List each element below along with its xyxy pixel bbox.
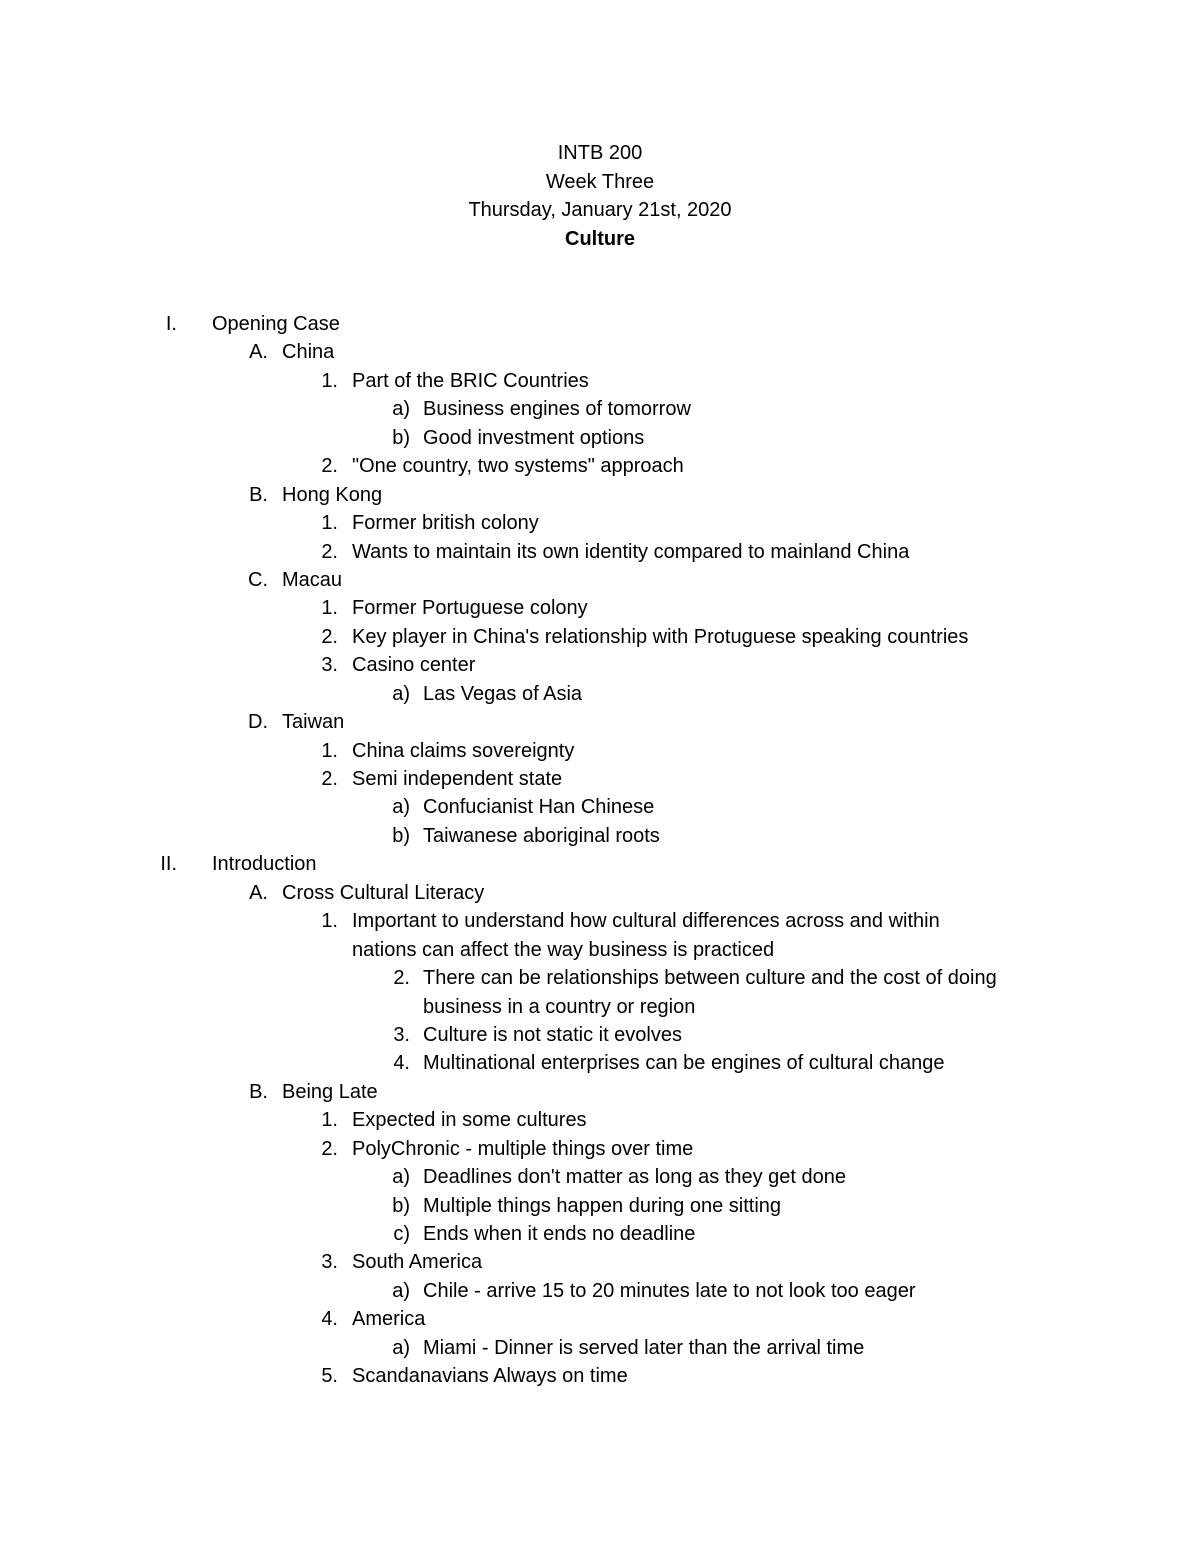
outline-text: Confucianist Han Chinese xyxy=(423,796,655,819)
outline-text: South America xyxy=(352,1251,483,1274)
outline-item xyxy=(0,680,1200,708)
outline-item xyxy=(0,879,1200,907)
outline-marker: 1. xyxy=(321,512,338,535)
outline-item xyxy=(0,310,1200,338)
outline-marker: A. xyxy=(249,881,268,904)
outline-text: Casino center xyxy=(352,654,476,677)
outline-text: Culture is not static it evolves xyxy=(423,1023,682,1046)
outline-text: Wants to maintain its own identity compared to mainland China xyxy=(352,540,910,563)
outline-text: PolyChronic - multiple things over time xyxy=(352,1137,694,1160)
outline-item xyxy=(0,936,1200,964)
outline-item xyxy=(0,964,1200,992)
outline-marker: 1. xyxy=(321,910,338,933)
outline-item xyxy=(0,737,1200,765)
outline-text: "One country, two systems" approach xyxy=(352,455,684,478)
outline-item xyxy=(0,1192,1200,1220)
outline-text: Business engines of tomorrow xyxy=(423,398,691,421)
outline-text: Introduction xyxy=(212,853,317,876)
outline-item xyxy=(0,1078,1200,1106)
outline-text: business in a country or region xyxy=(423,995,696,1018)
outline-text: Former british colony xyxy=(352,512,539,535)
outline-text: Opening Case xyxy=(212,313,340,335)
outline-item xyxy=(0,623,1200,651)
outline-text: China xyxy=(282,341,335,364)
outline-marker: 2. xyxy=(393,967,410,990)
outline-text: Las Vegas of Asia xyxy=(423,682,583,705)
outline-text: Key player in China's relationship with Protuguese speaking countries xyxy=(352,625,969,648)
topic-title: Culture xyxy=(565,227,635,250)
outline-marker: 3. xyxy=(393,1023,410,1046)
outline-item xyxy=(0,1135,1200,1163)
outline-text: Deadlines don't matter as long as they get done xyxy=(423,1166,846,1189)
outline-marker: 2. xyxy=(321,1137,338,1160)
outline-item xyxy=(0,651,1200,679)
outline-text: Being Late xyxy=(282,1080,378,1103)
outline-item xyxy=(0,424,1200,452)
outline-text: Multinational enterprises can be engines of cultural change xyxy=(423,1052,945,1075)
outline-marker: A. xyxy=(249,341,268,364)
outline-text: Semi independent state xyxy=(352,768,563,790)
outline-marker: 5. xyxy=(321,1365,338,1388)
outline-item xyxy=(0,1277,1200,1305)
outline-marker: D. xyxy=(248,711,268,734)
outline-item xyxy=(0,793,1200,821)
outline-marker: B. xyxy=(249,483,268,506)
outline-marker: II. xyxy=(160,853,177,876)
outline-item xyxy=(0,907,1200,935)
outline-marker: a) xyxy=(392,1166,410,1189)
outline-marker: c) xyxy=(393,1223,410,1245)
outline-text: Hong Kong xyxy=(282,483,383,506)
outline-text: There can be relationships between culture and the cost of doing xyxy=(423,967,997,990)
outline-item xyxy=(0,1220,1200,1248)
outline-text: Multiple things happen during one sitting xyxy=(423,1194,782,1217)
outline-item xyxy=(0,566,1200,594)
outline-item xyxy=(0,367,1200,395)
outline-marker: 4. xyxy=(321,1308,338,1331)
outline-text: Cross Cultural Literacy xyxy=(282,881,485,904)
outline-text: Scandanavians Always on time xyxy=(352,1365,628,1388)
outline-item xyxy=(0,1049,1200,1077)
outline-marker: 1. xyxy=(321,597,338,620)
outline-item xyxy=(0,538,1200,566)
outline-text: America xyxy=(352,1308,426,1331)
outline-marker: a) xyxy=(392,1336,410,1359)
outline-text: nations can affect the way business is practiced xyxy=(352,938,775,961)
outline-marker: 2. xyxy=(321,625,338,648)
outline-marker: a) xyxy=(392,1279,410,1302)
outline-item xyxy=(0,1021,1200,1049)
outline-marker: C. xyxy=(248,568,268,591)
outline-marker: 1. xyxy=(321,1109,338,1132)
outline-item xyxy=(0,822,1200,850)
outline-item xyxy=(0,481,1200,509)
outline-item xyxy=(0,1334,1200,1362)
outline-item xyxy=(0,765,1200,793)
outline-text: Taiwanese aboriginal roots xyxy=(423,824,660,847)
outline-text: Taiwan xyxy=(282,711,345,734)
outline-item xyxy=(0,1248,1200,1276)
outline-marker: 4. xyxy=(393,1052,410,1075)
outline-marker: B. xyxy=(249,1080,268,1103)
course-title: INTB 200 xyxy=(557,142,643,164)
outline-marker: 3. xyxy=(321,1251,338,1274)
outline-item xyxy=(0,338,1200,366)
outline-text: Important to understand how cultural differences across and within xyxy=(352,910,940,933)
outline-marker: 3. xyxy=(321,654,338,677)
outline-text: Ends when it ends no deadline xyxy=(423,1223,696,1245)
outline-text: Macau xyxy=(282,568,343,591)
outline-text: Miami - Dinner is served later than the arrival time xyxy=(423,1336,865,1359)
outline-marker: a) xyxy=(392,398,410,421)
outline-marker: a) xyxy=(392,682,410,705)
date-label: Thursday, January 21st, 2020 xyxy=(468,199,732,221)
outline-item xyxy=(0,594,1200,622)
outline-marker: b) xyxy=(392,824,410,847)
outline-item xyxy=(0,1362,1200,1390)
outline-text: China claims sovereignty xyxy=(352,739,575,762)
outline-marker: 2. xyxy=(321,455,338,478)
outline-item xyxy=(0,509,1200,537)
outline-marker: 1. xyxy=(321,369,338,392)
outline-text: Expected in some cultures xyxy=(352,1109,587,1132)
outline-item xyxy=(0,395,1200,423)
outline-text: Good investment options xyxy=(423,426,645,449)
outline-marker: 2. xyxy=(321,540,338,563)
outline-item xyxy=(0,708,1200,736)
week-label: Week Three xyxy=(545,170,655,193)
outline-marker: b) xyxy=(392,426,410,449)
outline-marker: I. xyxy=(165,313,177,335)
outline-item xyxy=(0,850,1200,878)
outline-text: Part of the BRIC Countries xyxy=(352,369,589,392)
outline-marker: b) xyxy=(392,1194,410,1217)
outline-item xyxy=(0,1106,1200,1134)
outline-item xyxy=(0,452,1200,480)
outline-marker: 1. xyxy=(321,739,338,762)
outline-list xyxy=(0,310,1200,1391)
outline-item xyxy=(0,1305,1200,1333)
outline-text: Former Portuguese colony xyxy=(352,597,588,620)
document-header xyxy=(0,139,1200,253)
outline-item xyxy=(0,993,1200,1021)
outline-marker: a) xyxy=(392,796,410,819)
outline-item xyxy=(0,1163,1200,1191)
outline-marker: 2. xyxy=(321,768,338,790)
outline-text: Chile - arrive 15 to 20 minutes late to not look too eager xyxy=(423,1279,916,1302)
